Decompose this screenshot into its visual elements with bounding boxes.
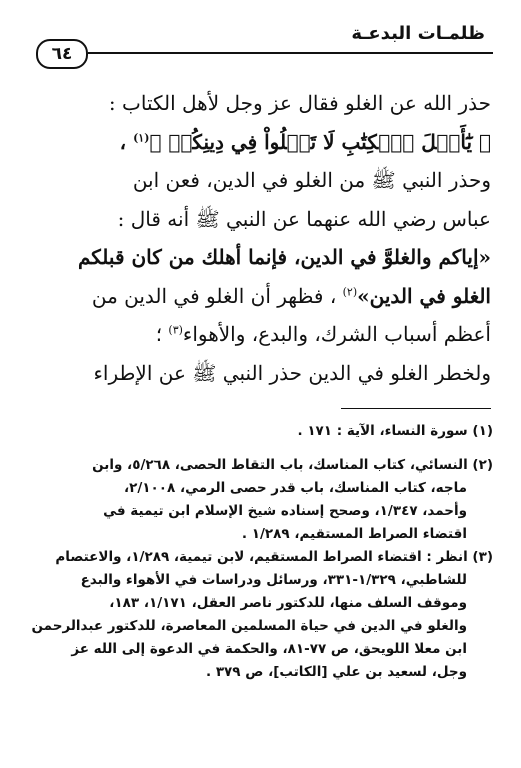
footnote-2: (٢) النسائي، كتاب المناسك، باب التقاط الحصى، ٥/٢٦٨، وابن <box>92 457 493 473</box>
footnote-3-line: وجل، لسعيد بن علي [الكاتب]، ص ٣٧٩ . <box>205 664 467 680</box>
footnote-3-line: ابن معلا اللويحق، ص ٧٧-٨١، والحكمة في الدعوة إلى الله عز <box>71 641 467 657</box>
footnote-3: (٣) انظر : اقتضاء الصراط المستقيم، لابن تيمية، ١/٢٨٩، والاعتصام <box>55 549 493 565</box>
text-line <box>28 84 491 123</box>
line-text: ، <box>119 129 134 154</box>
line-text: ، فظهر أن الغلو في الدين من <box>91 283 343 308</box>
text-line <box>28 354 491 393</box>
page-number-frame <box>36 39 88 69</box>
footnote-2-line: وأحمد، ١/٣٤٧، وصحح إسناده شيخ الإسلام ابن تيمية في <box>103 503 467 519</box>
quran-verse: ﴿ يَٰٓأَهۡلَ ٱلۡكِتَٰبِ لَا تَغۡلُواْ فِي دِينِكُمۡ ﴾ <box>149 129 491 154</box>
line-text: عباس رضي الله عنهما عن النبي ﷺ أنه قال : <box>117 206 491 231</box>
footnote-3-line: وموقف السلف منها، للدكتور ناصر العقل، ١/١٧١، ١٨٣، <box>109 595 467 611</box>
hadith-text: الغلو في الدين» <box>357 283 491 308</box>
quran-verse-line <box>28 123 491 162</box>
hadith-text: «إياكم والغلوَّ في الدين، فإنما أهلك من كان قبلكم <box>77 245 491 269</box>
footnote-2-line: اقتضاء الصراط المستقيم، ١/٢٨٩ . <box>241 526 467 542</box>
footnote-3-line: للشاطبي، ١/٣٢٩-٣٣١، ورسائل ودراسات في الأهواء والبدع <box>80 572 467 588</box>
text-line <box>28 161 491 200</box>
footnote-1: (١) سورة النساء، الآية : ١٧١ . <box>297 423 493 439</box>
main-text <box>28 84 491 392</box>
page-number: ٦٤ <box>51 44 73 64</box>
footnote-3-line: والغلو في الدين في حياة المسلمين المعاصرة، للدكتور عبدالرحمن <box>31 618 467 634</box>
text-line <box>28 277 491 316</box>
text-line <box>28 315 491 354</box>
line-text: أعظم أسباب الشرك، والبدع، والأهواء <box>182 322 491 346</box>
line-text: ؛ <box>155 322 169 346</box>
text-line <box>28 200 491 239</box>
line-text: وحذر النبي ﷺ من الغلو في الدين، فعن ابن <box>132 168 491 192</box>
hadith-line <box>28 238 491 277</box>
line-text: حذر الله عن الغلو فقال عز وجل لأهل الكتاب : <box>108 91 491 115</box>
footnote-ref: (٣) <box>168 323 183 337</box>
footnote-ref: (٢) <box>342 284 358 298</box>
footnotes <box>28 420 493 684</box>
footnote-ref: (١) <box>133 130 150 144</box>
header-rule <box>88 52 493 54</box>
page-header <box>36 22 493 66</box>
running-title: ظلمـات البدعـة <box>351 23 485 44</box>
footnote-2-line: ماجه، كتاب المناسك، باب قدر حصى الرمي، ٢/١٠٠٨، <box>124 480 467 496</box>
line-text: ولخطر الغلو في الدين حذر النبي ﷺ عن الإطراء <box>93 360 491 385</box>
footnote-separator <box>341 408 491 409</box>
